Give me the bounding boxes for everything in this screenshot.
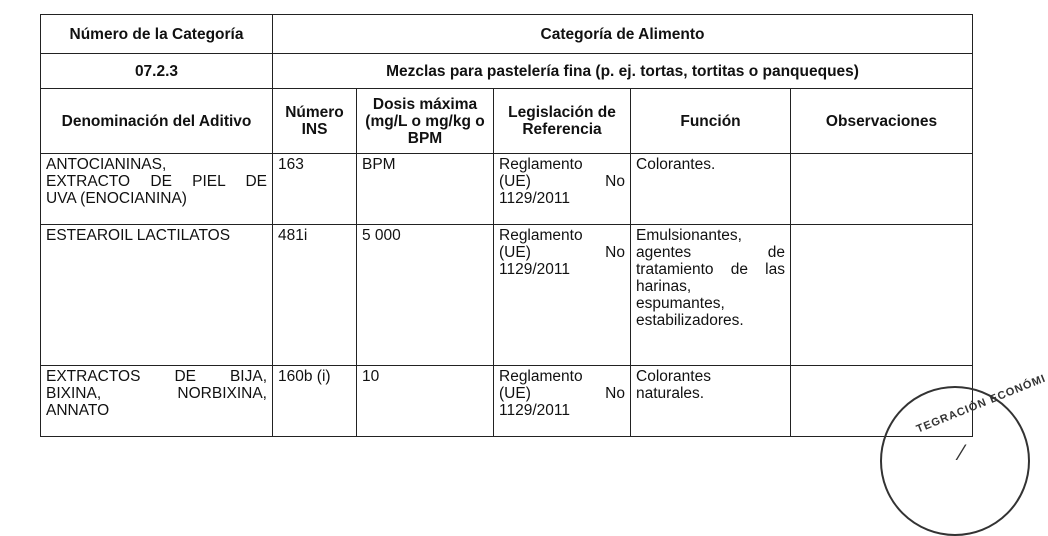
cell-observations (791, 225, 973, 366)
cell-line: Reglamento (499, 227, 583, 244)
cell-additive (41, 154, 273, 225)
cell-legislation (494, 154, 631, 225)
cell-line: UVA (ENOCIANINA) (46, 190, 187, 207)
cell-function (631, 366, 791, 437)
category-header-row (41, 15, 973, 54)
table-row (41, 225, 973, 366)
table-row (41, 366, 973, 437)
cell-line: BIXINA, NORBIXINA, (46, 385, 267, 402)
cell-line: 1129/2011 (499, 261, 570, 278)
cell-line: ANTOCIANINAS, (46, 156, 167, 173)
cell-line: Reglamento (499, 368, 583, 385)
cell-line: EXTRACTO DE PIEL DE (46, 173, 267, 190)
cell-line: ANNATO (46, 402, 110, 419)
cell-ins: 481i (273, 225, 357, 366)
col-header-observations: Observaciones (791, 89, 973, 154)
cell-additive (41, 225, 273, 366)
cell-line: ESTEAROIL LACTILATOS (46, 227, 231, 244)
cell-function (631, 154, 791, 225)
cell-line: estabilizadores. (636, 312, 744, 329)
cell-line: 1129/2011 (499, 402, 570, 419)
cell-line: EXTRACTOS DE BIJA, (46, 368, 267, 385)
cell-dose: 10 (357, 366, 494, 437)
cell-line: tratamiento de las (636, 261, 785, 278)
cell-line: Colorantes (636, 368, 711, 385)
col-header-dose: Dosis máxima (mg/L o mg/kg o BPM (357, 89, 494, 154)
cell-line: (UE) No (499, 173, 625, 190)
cell-line: 1129/2011 (499, 190, 570, 207)
cell-line: (UE) No (499, 244, 625, 261)
cell-line: naturales. (636, 385, 705, 402)
cell-dose: 5 000 (357, 225, 494, 366)
seal-signature-mark: ⁄ (960, 440, 964, 465)
category-number: 07.2.3 (41, 54, 273, 89)
cell-dose: BPM (357, 154, 494, 225)
col-header-legislation: Legislación de Referencia (494, 89, 631, 154)
cell-line: agentes de (636, 244, 785, 261)
cell-ins: 160b (i) (273, 366, 357, 437)
category-name: Mezclas para pastelería fina (p. ej. tortas, tortitas o panqueques) (273, 54, 973, 89)
cell-line: Colorantes. (636, 156, 716, 173)
cell-line: espumantes, (636, 295, 725, 312)
additive-table (40, 14, 973, 437)
category-value-row (41, 54, 973, 89)
cell-line: Emulsionantes, (636, 227, 742, 244)
col-header-function: Función (631, 89, 791, 154)
category-number-label: Número de la Categoría (41, 15, 273, 54)
col-header-additive: Denominación del Aditivo (41, 89, 273, 154)
cell-function (631, 225, 791, 366)
cell-line: Reglamento (499, 156, 583, 173)
cell-line: harinas, (636, 278, 692, 295)
food-category-label: Categoría de Alimento (273, 15, 973, 54)
column-header-row (41, 89, 973, 154)
cell-legislation (494, 366, 631, 437)
cell-legislation (494, 225, 631, 366)
cell-ins: 163 (273, 154, 357, 225)
seal-text: TEGRACIÓN ECONÓMI (914, 372, 1048, 436)
cell-line: (UE) No (499, 385, 625, 402)
cell-additive (41, 366, 273, 437)
cell-observations (791, 154, 973, 225)
col-header-ins: Número INS (273, 89, 357, 154)
table-row (41, 154, 973, 225)
